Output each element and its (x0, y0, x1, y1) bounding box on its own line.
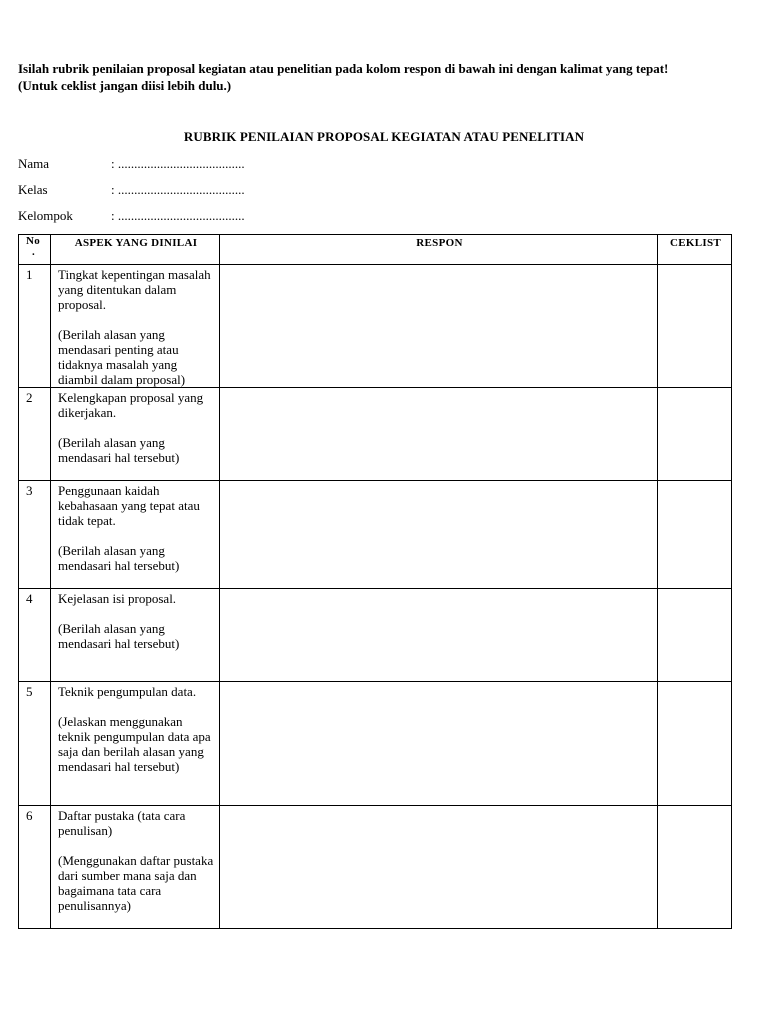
field-nama-label: Nama (18, 156, 50, 171)
aspect-cell (51, 481, 220, 589)
checklist-cell[interactable] (658, 806, 732, 929)
checklist-cell[interactable] (658, 481, 732, 589)
response-cell[interactable] (220, 481, 658, 589)
table-header-row (19, 235, 732, 265)
row-number: 4 (19, 589, 51, 682)
aspect-note: (Menggunakan daftar pustaka dari sumber mana saja dan bagaimana tata cara penulisannya) (58, 853, 214, 913)
aspect-cell (51, 682, 220, 806)
header-no-text: No (26, 235, 41, 247)
aspect-cell (51, 265, 220, 388)
header-no (19, 235, 51, 265)
aspect-text: Daftar pustaka (tata cara penulisan) (58, 808, 186, 838)
rubric-table (18, 234, 732, 929)
response-cell[interactable] (220, 388, 658, 481)
table-row (19, 682, 732, 806)
field-kelas-label: Kelas (18, 182, 48, 197)
aspect-cell (51, 589, 220, 682)
checklist-cell[interactable] (658, 388, 732, 481)
aspect-text: Kejelasan isi proposal. (58, 591, 177, 606)
aspect-cell (51, 388, 220, 481)
row-number: 5 (19, 682, 51, 806)
field-kelompok (18, 208, 245, 224)
row-number: 3 (19, 481, 51, 589)
table-row (19, 388, 732, 481)
aspect-note: (Berilah alasan yang mendasari hal tersebut) (58, 621, 180, 651)
instruction-line-2: (Untuk ceklist jangan diisi lebih dulu.) (18, 78, 232, 93)
checklist-cell[interactable] (658, 589, 732, 682)
aspect-note: (Berilah alasan yang mendasari hal tersebut) (58, 435, 180, 465)
aspect-note: (Berilah alasan yang mendasari penting atau tidaknya masalah yang diambil dalam proposal) (58, 327, 186, 387)
header-no-dot: . (32, 246, 36, 258)
aspect-note: (Jelaskan menggunakan teknik pengumpulan data apa saja dan berilah alasan yang mendasari hal tersebut) (58, 714, 211, 774)
aspect-text: Penggunaan kaidah kebahasaan yang tepat atau tidak tepat. (58, 483, 200, 528)
field-nama-value: : ....................................... (111, 156, 245, 171)
document-title: RUBRIK PENILAIAN PROPOSAL KEGIATAN ATAU PENELITIAN (183, 129, 585, 144)
aspect-text: Kelengkapan proposal yang dikerjakan. (58, 390, 204, 420)
response-cell[interactable] (220, 682, 658, 806)
field-kelompok-value: : ....................................... (111, 208, 245, 223)
field-kelas (18, 182, 245, 198)
table-row (19, 481, 732, 589)
checklist-cell[interactable] (658, 682, 732, 806)
row-number: 2 (19, 388, 51, 481)
field-kelompok-label: Kelompok (18, 208, 73, 223)
table-row (19, 806, 732, 929)
aspect-note: (Berilah alasan yang mendasari hal tersebut) (58, 543, 180, 573)
row-number: 1 (19, 265, 51, 388)
instruction-text (18, 60, 758, 94)
response-cell[interactable] (220, 806, 658, 929)
field-nama (18, 156, 245, 172)
row-number: 6 (19, 806, 51, 929)
aspect-cell (51, 806, 220, 929)
aspect-text: Teknik pengumpulan data. (58, 684, 197, 699)
response-cell[interactable] (220, 265, 658, 388)
table-row (19, 265, 732, 388)
instruction-line-1: Isilah rubrik penilaian proposal kegiatan atau penelitian pada kolom respon di bawah ini dengan kalimat yang tepat! (18, 61, 669, 76)
header-checklist: CEKLIST (658, 235, 732, 265)
aspect-text: Tingkat kepentingan masalah yang ditentukan dalam proposal. (58, 267, 211, 312)
field-kelas-value: : ....................................... (111, 182, 245, 197)
response-cell[interactable] (220, 589, 658, 682)
header-response: RESPON (220, 235, 658, 265)
table-row (19, 589, 732, 682)
header-aspect: ASPEK YANG DINILAI (51, 235, 220, 265)
checklist-cell[interactable] (658, 265, 732, 388)
